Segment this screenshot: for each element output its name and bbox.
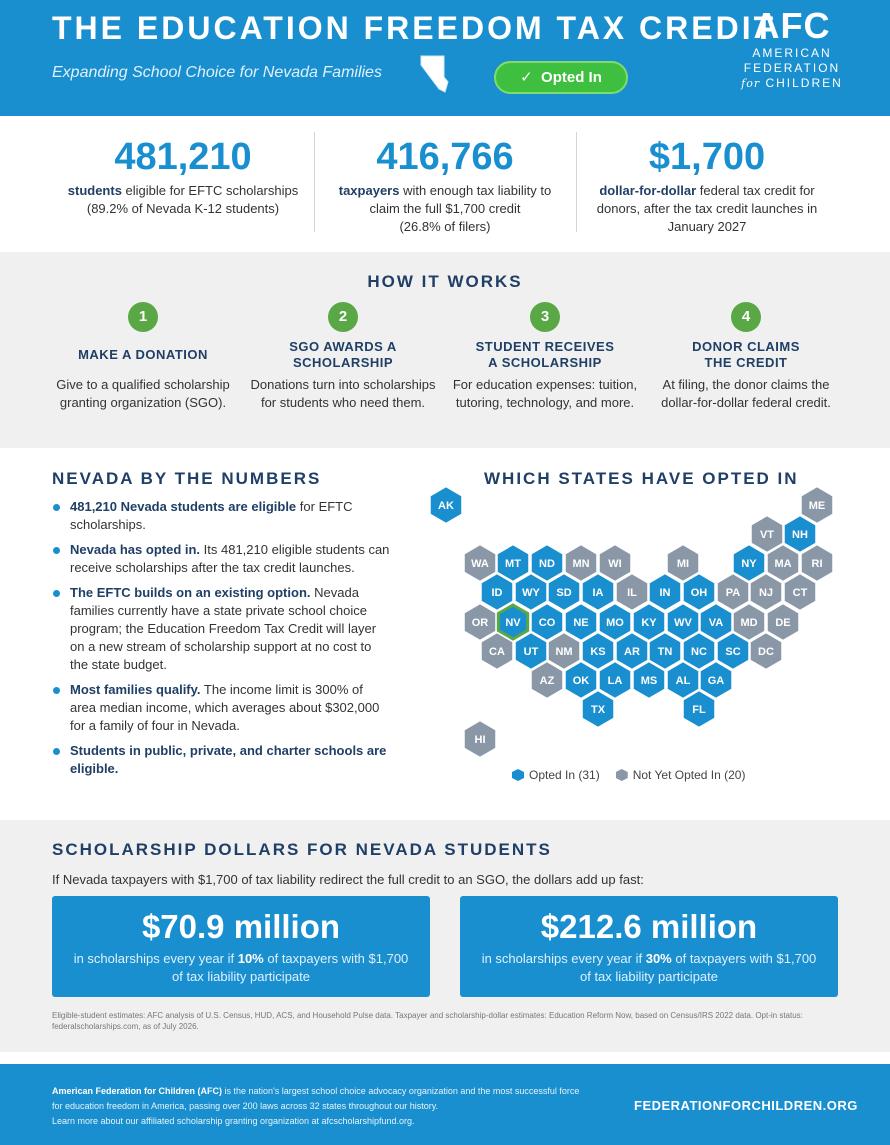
afc-logo bbox=[738, 6, 846, 91]
page-subtitle: Expanding School Choice for Nevada Families bbox=[52, 64, 382, 81]
state-label: SC bbox=[725, 646, 741, 658]
state-hex-ct bbox=[784, 574, 816, 611]
afc-logo-line-3: for CHILDREN bbox=[741, 76, 843, 90]
state-label: WY bbox=[522, 587, 540, 599]
state-label: MA bbox=[774, 558, 792, 570]
stat-value: $1,700 bbox=[648, 136, 766, 178]
state-hex-ks bbox=[582, 633, 614, 670]
state-hex-ne bbox=[565, 604, 597, 641]
state-hex-mn bbox=[565, 545, 597, 582]
state-label: IL bbox=[627, 587, 637, 599]
state-hex-mo bbox=[599, 604, 631, 641]
how-it-works-title: HOW IT WORKS bbox=[367, 272, 523, 291]
scholarship-card-10-percent bbox=[52, 896, 430, 997]
footer bbox=[0, 1064, 890, 1145]
state-label: DE bbox=[775, 617, 791, 629]
state-hex-sd bbox=[548, 574, 580, 611]
state-label: WA bbox=[471, 558, 489, 570]
state-hex-wa bbox=[464, 545, 496, 582]
state-hex-ar bbox=[616, 633, 648, 670]
source-footnote: Eligible-student estimates: AFC analysis of U.S. Census, HUD, ACS, and Household Pulse data. Taxpayer and scholarship-dollar estimates: Education Reform Now, based on Census/IRS 2022 data. Opt-in status: federalscholarships.com, as of July 2026. bbox=[52, 1011, 803, 1031]
state-label: NY bbox=[741, 558, 757, 570]
key-stats bbox=[0, 116, 890, 252]
step-number: 4 bbox=[731, 302, 761, 332]
state-label: MO bbox=[606, 617, 624, 629]
state-label: GA bbox=[707, 675, 725, 687]
state-hex-in bbox=[649, 574, 681, 611]
state-label: AR bbox=[624, 646, 640, 658]
state-label: NM bbox=[555, 646, 573, 658]
fact-item: Students in public, private, and charter schools are eligible. bbox=[52, 742, 392, 778]
step-heading: STUDENT RECEIVES A SCHOLARSHIP bbox=[475, 339, 615, 370]
step-number: 2 bbox=[328, 302, 358, 332]
state-label: AZ bbox=[539, 675, 555, 687]
state-label: KY bbox=[641, 617, 657, 629]
state-label: NH bbox=[792, 529, 808, 541]
state-label: MT bbox=[505, 558, 521, 570]
how-it-works-section bbox=[0, 252, 890, 448]
state-hex-ok bbox=[565, 662, 597, 699]
stat-tax-credit bbox=[576, 134, 838, 236]
fact-item: Most families qualify. The income limit is 300% of area median income, which averages about $302,000 for a family of four in Nevada. bbox=[52, 681, 392, 735]
header-banner bbox=[0, 0, 890, 116]
state-hex-dc bbox=[750, 633, 782, 670]
state-label: TX bbox=[590, 704, 606, 716]
state-hex-wi bbox=[599, 545, 631, 582]
state-label: DC bbox=[758, 646, 774, 658]
state-label: WI bbox=[608, 558, 622, 570]
opted-in-badge bbox=[494, 61, 628, 94]
fact-item: The EFTC builds on an existing option. Nevada families currently have a state private school choice program; the Education Freedom Tax Credit will layer on a new stream of scholarship support at no cost to the state budget. bbox=[52, 584, 392, 674]
state-label: MS bbox=[640, 675, 658, 687]
nevada-numbers-title: NEVADA BY THE NUMBERS bbox=[52, 469, 322, 488]
state-hex-nh bbox=[784, 516, 816, 553]
scholarship-dollars-intro: If Nevada taxpayers with $1,700 of tax liability redirect the full credit to an SGO, the dollars add up fast: bbox=[52, 872, 644, 887]
state-hex-il bbox=[616, 574, 648, 611]
state-label: MI bbox=[676, 558, 690, 570]
state-label: MN bbox=[572, 558, 590, 570]
stat-value: 416,766 bbox=[376, 136, 514, 178]
check-icon: ✓ bbox=[520, 69, 533, 86]
state-hex-nm bbox=[548, 633, 580, 670]
state-label: MD bbox=[740, 617, 758, 629]
stat-eligible-students bbox=[52, 134, 314, 218]
afc-logo-mark: AFC bbox=[753, 5, 831, 46]
state-label: IA bbox=[592, 587, 604, 599]
footer-website-link[interactable]: FEDERATIONFORCHILDREN.ORG bbox=[634, 1098, 858, 1113]
map-title: WHICH STATES HAVE OPTED IN bbox=[484, 469, 799, 488]
footer-about-text: American Federation for Children (AFC) is the nation's largest school choice advocacy organization and the most successful force for education freedom in America, passing over 200 laws across 32 states throughout our history. Learn more about our affiliated scholarship granting organization at afcscholarshipfund.org. bbox=[52, 1086, 580, 1126]
opted-in-legend-swatch bbox=[512, 769, 524, 781]
state-label: OR bbox=[471, 617, 489, 629]
scholarship-dollars-section bbox=[0, 820, 890, 1052]
state-label: ME bbox=[808, 500, 826, 512]
state-label: KS bbox=[590, 646, 606, 658]
state-label: CA bbox=[489, 646, 505, 658]
state-label: NV bbox=[505, 617, 521, 629]
step-1 bbox=[43, 302, 243, 412]
step-number: 3 bbox=[530, 302, 560, 332]
state-label: HI bbox=[474, 734, 486, 746]
scholarship-dollars-title: SCHOLARSHIP DOLLARS FOR NEVADA STUDENTS bbox=[52, 840, 552, 859]
state-label: FL bbox=[692, 704, 706, 716]
not-opted-legend-swatch bbox=[616, 769, 628, 781]
fact-item: 481,210 Nevada students are eligible for EFTC scholarships. bbox=[52, 498, 392, 534]
state-label: NE bbox=[573, 617, 589, 629]
opted-in-legend-label: Opted In (31) bbox=[529, 768, 600, 782]
card-value: $70.9 million bbox=[141, 908, 341, 945]
opted-in-label: Opted In bbox=[541, 69, 602, 86]
map-legend bbox=[512, 768, 745, 782]
state-label: IN bbox=[659, 587, 671, 599]
scholarship-card-30-percent bbox=[460, 896, 838, 997]
step-4 bbox=[646, 302, 846, 412]
card-text: in scholarships every year if 10% of taxpayers with $1,700 of tax liability participate bbox=[73, 951, 409, 984]
step-heading: SGO AWARDS A SCHOLARSHIP bbox=[289, 339, 397, 370]
state-hex-nj bbox=[750, 574, 782, 611]
step-heading: DONOR CLAIMS THE CREDIT bbox=[692, 339, 800, 370]
state-label: OK bbox=[572, 675, 590, 687]
card-text: in scholarships every year if 30% of taxpayers with $1,700 of tax liability participate bbox=[481, 951, 817, 984]
step-text: Donations turn into scholarships for students who need them. bbox=[250, 377, 436, 410]
state-label: OH bbox=[690, 587, 708, 599]
state-hex-map bbox=[0, 448, 890, 820]
state-label: RI bbox=[811, 558, 823, 570]
stat-value: 481,210 bbox=[114, 136, 252, 178]
state-label: UT bbox=[523, 646, 539, 658]
state-label: PA bbox=[725, 587, 741, 599]
state-label: VA bbox=[708, 617, 724, 629]
not-opted-legend-label: Not Yet Opted In (20) bbox=[632, 768, 746, 782]
stat-description: dollar-for-dollar federal tax credit for donors, after the tax credit launches in January 2027 bbox=[596, 183, 818, 234]
step-2 bbox=[243, 302, 443, 412]
nevada-outline-icon bbox=[420, 55, 450, 93]
state-label: CO bbox=[538, 617, 556, 629]
stat-description: taxpayers with enough tax liability to claim the full $1,700 credit (26.8% of filers) bbox=[338, 183, 552, 234]
state-hex-ak bbox=[430, 487, 462, 524]
step-number: 1 bbox=[128, 302, 158, 332]
state-label: WV bbox=[674, 617, 692, 629]
stat-description: students eligible for EFTC scholarships (89.2% of Nevada K-12 students) bbox=[67, 183, 299, 216]
state-hex-me bbox=[801, 487, 833, 524]
state-label: LA bbox=[607, 675, 623, 687]
state-label: AL bbox=[675, 675, 691, 687]
state-label: ND bbox=[539, 558, 555, 570]
fact-item: Nevada has opted in. Its 481,210 eligible students can receive scholarships after the tax credit launches. bbox=[52, 541, 392, 577]
afc-logo-line-1: AMERICAN bbox=[752, 46, 832, 60]
state-label: SD bbox=[556, 587, 572, 599]
state-label: CT bbox=[792, 587, 808, 599]
state-hex-tx bbox=[582, 691, 614, 728]
page-title: THE EDUCATION FREEDOM TAX CREDIT bbox=[52, 10, 777, 46]
state-label: VT bbox=[759, 529, 775, 541]
state-hex-va bbox=[700, 604, 732, 641]
step-text: At filing, the donor claims the dollar-for-dollar federal credit. bbox=[661, 377, 831, 410]
step-text: For education expenses: tuition, tutoring, technology, and more. bbox=[452, 377, 638, 410]
step-3 bbox=[445, 302, 645, 412]
state-hex-hi bbox=[464, 721, 496, 758]
afc-logo-line-2: FEDERATION bbox=[743, 61, 841, 75]
state-hex-de bbox=[767, 604, 799, 641]
step-text: Give to a qualified scholarship granting organization (SGO). bbox=[56, 377, 230, 410]
state-label: TN bbox=[657, 646, 673, 658]
state-label: NJ bbox=[758, 587, 774, 599]
state-label: AK bbox=[438, 500, 454, 512]
state-hex-or bbox=[464, 604, 496, 641]
state-hex-ga bbox=[700, 662, 732, 699]
state-label: NC bbox=[691, 646, 707, 658]
state-hex-la bbox=[599, 662, 631, 699]
state-hex-ia bbox=[582, 574, 614, 611]
stat-taxpayers bbox=[314, 134, 576, 236]
nevada-numbers-section bbox=[0, 448, 890, 820]
card-value: $212.6 million bbox=[540, 908, 758, 945]
state-hex-ri bbox=[801, 545, 833, 582]
state-label: ID bbox=[491, 587, 503, 599]
step-heading: MAKE A DONATION bbox=[78, 347, 208, 362]
